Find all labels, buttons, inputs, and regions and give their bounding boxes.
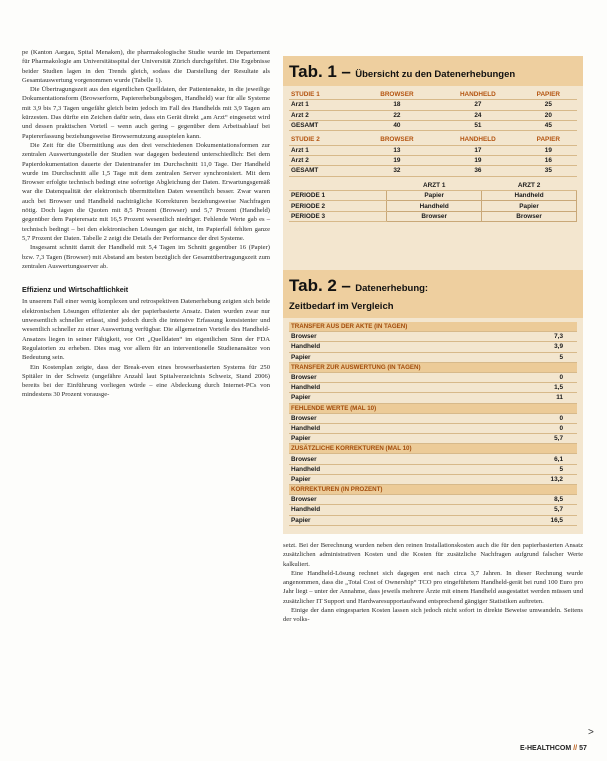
cell: 20 <box>520 110 577 120</box>
table-row <box>289 464 577 474</box>
cell: 35 <box>520 166 577 176</box>
cell: 5,7 <box>543 505 577 515</box>
cell: 6,1 <box>543 454 577 464</box>
header-cell: BROWSER <box>358 86 436 100</box>
row-label: PERIODE 2 <box>289 201 387 211</box>
cell: Papier <box>387 191 482 201</box>
row-label: Papier <box>289 434 543 444</box>
cell: Handheld <box>387 201 482 211</box>
cell: 51 <box>436 120 520 130</box>
cell: 0 <box>543 423 577 433</box>
row-label: Arzt 2 <box>289 155 358 165</box>
section-title: TRANSFER AUS DER AKTE (IN TAGEN) <box>289 322 577 332</box>
cell: 19 <box>436 155 520 165</box>
cell: 0 <box>543 413 577 423</box>
cell: 16 <box>520 155 577 165</box>
table-header-row <box>289 86 577 100</box>
table-1-title <box>283 56 583 86</box>
cell: 32 <box>358 166 436 176</box>
cell: 13,2 <box>543 474 577 484</box>
cell: 45 <box>520 120 577 130</box>
row-label: Papier <box>289 474 543 484</box>
table-row <box>289 454 577 464</box>
table-section-header <box>289 403 577 413</box>
row-label: Papier <box>289 515 543 525</box>
cell: Papier <box>482 201 577 211</box>
table-1 <box>289 86 577 177</box>
title-dash: – <box>341 276 351 295</box>
table-title: Übersicht zu den Datenerhebungen <box>355 69 516 80</box>
table-row <box>289 120 577 130</box>
row-label: Browser <box>289 495 543 505</box>
cell: 24 <box>436 110 520 120</box>
table-section-header <box>289 362 577 372</box>
paragraph: setzt. Bei der Berechnung wurden neben den reinen Installationskosten auch die für den papierbasierten Ansatz zusätzlichen administrativen Kosten und die Kosten für zusätzliche Nachfragen aufgrund falscher Werte kalkuliert. <box>283 542 583 568</box>
header-cell: PAPIER <box>520 86 577 100</box>
cell: 18 <box>358 100 436 110</box>
table-row <box>289 100 577 110</box>
cell: 17 <box>436 145 520 155</box>
table-section-header <box>289 485 577 495</box>
paragraph: Die Übertragungszeit aus den eigentlichen Quelldaten, der Patientenakte, in die jeweilige Dokumentationsform (Browserform, Papiererhebungsbogen, Handheld) war für alle Systeme mit 3,9 bis 7,3 Tagen ungefähr gleich beim jedoch im Fall des Handhelds mit 3,9 Tagen am kürzesten. Das dürfte ein Zeichen dafür sein, dass ein Gerät direkt „am Arzt“ eingesetzt wird und dessen praktischen Vorteil – wenn auch gering – gegenüber dem Arbeitsablauf bei Papiererfassung beziehungsweise Browsernutzung ausspielen kann. <box>22 86 270 140</box>
paragraph: pe (Kanton Aargau, Spital Menaken), die pharmakologische Studie wurde im Departement für Pharmakologie am Universitätsspital der Universität Zürich durchgeführt. Die Ergebnisse beider Studien lagen in den Trends gleich, sodass die Darstellung der Resultate als Gesamtauswertung vorgenommen wurde (Tabelle 1). <box>22 49 270 84</box>
row-label: Handheld <box>289 464 543 474</box>
left-column <box>22 48 270 400</box>
row-label: Browser <box>289 332 543 342</box>
row-label: Browser <box>289 413 543 423</box>
header-cell: ARZT 2 <box>482 181 577 191</box>
table-1-panel <box>283 56 583 276</box>
table-row <box>289 332 577 342</box>
row-label: Handheld <box>289 342 543 352</box>
table-row <box>289 372 577 382</box>
cell: 3,9 <box>543 342 577 352</box>
cell: 5 <box>543 464 577 474</box>
paragraph: In unserem Fall einer wenig komplexen und retrospektiven Datenerhebung zeigten sich beide elektronischen Lösungen effizienter als der papierbasierte Ansatz. Daten wurden zwar nur unwesentlich schneller erfasst, sind jedoch durch die intensive Erfassung konsistenter und wesentlich schneller zu einer Auswertung verfügbar. Die allgemeinen Vorteile des Handheld-Ansatzes liegen in seiner Fähigkeit, vor Ort „Quelldaten“ im eigentlichen Sinn der FDA Regulatorien zu erheben. Dies mag vor allem für an interventionelle Studienansätze von Bedeutung sein. <box>22 298 270 362</box>
cell: 27 <box>436 100 520 110</box>
cell: 8,5 <box>543 495 577 505</box>
paragraph: Insgesamt schnitt damit der Handheld mit 5,4 Tagen im Schnitt gegenüber 16 (Papier) bzw. 7,3 Tagen (Browser) mit Abstand am besten bezüglich der Gesamtübertragungszeit zum zentralen Auswertungsserver ab. <box>22 244 270 270</box>
table-row <box>289 352 577 362</box>
continue-arrow-icon: > <box>588 727 594 738</box>
table-2 <box>289 322 577 526</box>
section-title: FEHLENDE WERTE (MAL 10) <box>289 403 577 413</box>
table-row <box>289 166 577 176</box>
table-row <box>289 515 577 525</box>
row-label: Papier <box>289 352 543 362</box>
cell: 5 <box>543 352 577 362</box>
table-row <box>289 413 577 423</box>
row-label: Arzt 1 <box>289 100 358 110</box>
table-title: Datenerhebung: <box>355 283 429 294</box>
table-label: Tab. 1 <box>289 62 337 81</box>
cell: 11 <box>543 393 577 403</box>
paragraph: Einige der dann eingesparten Kosten lassen sich jedoch nicht sofort in direkte Beweise umwandeln. Seitens der volks- <box>283 607 583 624</box>
cell: 40 <box>358 120 436 130</box>
paragraph: Eine Handheld-Lösung rechnet sich dagegen erst nach circa 3,7 Jahren. In dieser Rechnung wurde angenommen, dass die „Total Cost of Ownership“ TCO pro eingeführtem Handheld-gerät bei rund 100 Euro pro Jahr liegt – unter der Annahme, dass jeweils mehrere Ärzte mit einem Handheld ausgestattet werden müssen und zusätzlicher IT Support und Hardwaresupportaufwand entsprechend gängiger Statistiken auftreten. <box>283 569 583 605</box>
header-cell: STUDIE 1 <box>289 86 358 100</box>
row-label: Papier <box>289 393 543 403</box>
table-row <box>289 110 577 120</box>
header-cell: HANDHELD <box>436 86 520 100</box>
row-label: Arzt 1 <box>289 145 358 155</box>
paragraph: Ein Kostenplan zeigte, dass der Break-even eines browserbasierten Systems für 250 Spitäler in der Schweiz (ungefähre Anzahl laut Spitalverzeichnis Schweiz, Stand 2006) bereits bei der Einführung vorliegen würde – eine Abdeckung durch Internet-PCs von mindestens 30 Prozent vorausge- <box>22 363 270 399</box>
cell: 25 <box>520 100 577 110</box>
table-header-row <box>289 181 577 191</box>
table-row <box>289 383 577 393</box>
paragraph: Die Zeit für die Übermittlung aus den drei verschiedenen Dokumentationsformen zur zentralen Auswertungsstelle der Studien war dagegen bedeutend unterschiedlich: Bei dem Papierdokumentation dauerte der Datentransfer im Durchschnitt 11,0 Tage. Der Handheld wurde im Durchschnitt alle 1,5 Tage mit dem zentralen Server synchronisiert. Mit dem Browser erfolgte technisch bedingt eine sofortige Abgleichung der Daten. Erwartungsgemäß war die Datenqualität der elektronisch übermittelten Daten wesentlich besser. Zwar waren auch bei Browser und Handheld nachträgliche Korrekturen beziehungsweise Nachfragen nötig. Doch lagen die Quoten mit 8,5 Prozent (Browser) und 5,7 Prozent (Handheld) gegenüber dem Papierersatz mit 16,5 Prozent wesentlich niedriger. Fehlende Werte gab es – technisch bedingt – bei den elektronischen Lösungen gar nicht, im Papierfall fehlten ganze 5,7 Prozent der Daten. Tabelle 2 zeigt die Details der Performance der drei Systeme. <box>22 141 270 242</box>
magazine-brand: E-HEALTHCOM <box>520 745 572 752</box>
cell: 0 <box>543 372 577 382</box>
table-header-row <box>289 131 577 145</box>
row-label: Arzt 2 <box>289 110 358 120</box>
table-row <box>289 155 577 165</box>
table-section-header <box>289 322 577 332</box>
section-title: TRANSFER ZUR AUSWERTUNG (IN TAGEN) <box>289 362 577 372</box>
table-row <box>289 211 577 221</box>
table-2-title <box>283 270 583 318</box>
section-title: ZUSÄTZLICHE KORREKTUREN (MAL 10) <box>289 444 577 454</box>
row-label: GESAMT <box>289 120 358 130</box>
cell: 19 <box>520 145 577 155</box>
row-label: Handheld <box>289 505 543 515</box>
table-row <box>289 495 577 505</box>
section-heading: Effizienz und Wirtschaftlichkeit <box>22 285 129 295</box>
table-row <box>289 145 577 155</box>
header-cell: STUDIE 2 <box>289 131 358 145</box>
table-row <box>289 474 577 484</box>
cell: 13 <box>358 145 436 155</box>
right-column <box>283 541 583 625</box>
row-label: Handheld <box>289 423 543 433</box>
row-label: Browser <box>289 454 543 464</box>
page-number: 57 <box>579 745 587 752</box>
cell: 1,5 <box>543 383 577 393</box>
header-cell: HANDHELD <box>436 131 520 145</box>
cell: 36 <box>436 166 520 176</box>
table-section-header <box>289 444 577 454</box>
table-row <box>289 191 577 201</box>
cell: 7,3 <box>543 332 577 342</box>
cell: Handheld <box>482 191 577 201</box>
cell: 16,5 <box>543 515 577 525</box>
header-cell <box>289 181 387 191</box>
table-row <box>289 342 577 352</box>
table-row <box>289 393 577 403</box>
table-row <box>289 434 577 444</box>
cell: 19 <box>358 155 436 165</box>
row-label: GESAMT <box>289 166 358 176</box>
cell: 22 <box>358 110 436 120</box>
table-label: Tab. 2 <box>289 276 337 295</box>
table-2-panel <box>283 270 583 534</box>
page-footer: E-HEALTHCOM // 57 <box>520 745 587 752</box>
row-label: Handheld <box>289 383 543 393</box>
header-cell: BROWSER <box>358 131 436 145</box>
header-cell: PAPIER <box>520 131 577 145</box>
title-dash: – <box>341 62 351 81</box>
row-label: Browser <box>289 372 543 382</box>
table-1-periods <box>289 181 577 223</box>
cell: Browser <box>387 211 482 221</box>
table-subtitle: Zeitbedarf im Vergleich <box>289 301 394 312</box>
table-row <box>289 505 577 515</box>
row-label: PERIODE 1 <box>289 191 387 201</box>
section-title: KORREKTUREN (IN PROZENT) <box>289 485 577 495</box>
cell: 5,7 <box>543 434 577 444</box>
cell: Browser <box>482 211 577 221</box>
table-row <box>289 201 577 211</box>
header-cell: ARZT 1 <box>387 181 482 191</box>
row-label: PERIODE 3 <box>289 211 387 221</box>
table-row <box>289 423 577 433</box>
